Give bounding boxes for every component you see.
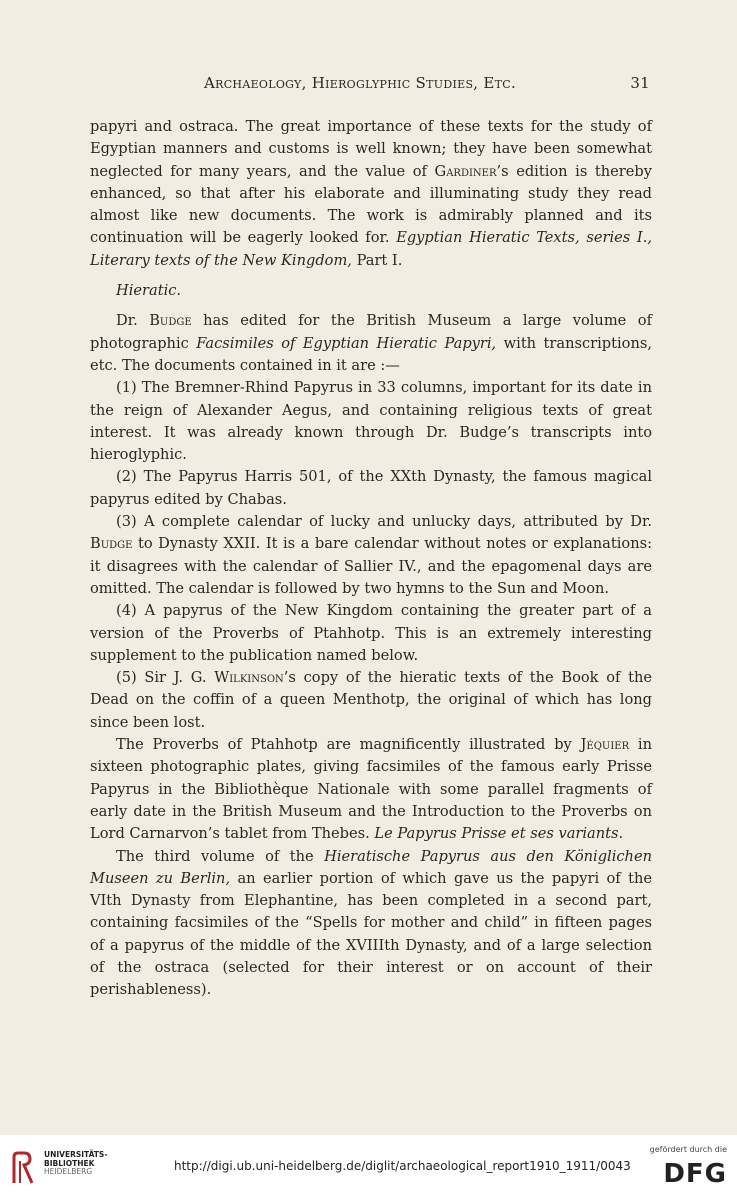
running-header [90,74,650,98]
list-item: (5) Sir J. G. Wilkinson’s copy of the hieratic texts of the Book of the Dead on the coffin of a queen Menthotp, the original of which has long since been lost. [90,669,652,731]
library-name: UNIVERSITÄTS- BIBLIOTHEK HEIDELBERG [44,1150,108,1176]
permalink-url[interactable]: http://digi.ub.uni-heidelberg.de/diglit/archaeological_report1910_1911/0043 [174,1159,631,1173]
body-text [90,116,652,1002]
paragraph: papyri and ostraca. The great importance of these texts for the study of Egyptian manners and customs is well known; they have been somewhat neglected for many years, and the value of Gardiner’s edition is thereby enhanced, so that after his elaborate and illuminating study they read almost like new documents. The work is admirably planned and its continuation will be eagerly looked for. Egyptian Hieratic Texts, series I., Literary texts of the New Kingdom, Part I. [90,118,652,269]
paragraph: Dr. Budge has edited for the British Museum a large volume of photographic Facsimiles of Egyptian Hieratic Papyri, with transcriptions, etc. The documents contained in it are :— [90,312,652,374]
book-title: Facsimiles of Egyptian Hieratic Papyri, [196,334,497,352]
author-name: Budge [90,535,133,553]
section-subheading: Hieratic. [116,282,182,300]
running-title: Archaeology, Hieroglyphic Studies, Etc. [204,74,517,92]
book-title: Hieratische Papyrus aus den Königlichen Museen zu Berlin, [90,847,652,887]
list-item: (3) A complete calendar of lucky and unlucky days, attributed by Dr. Budge to Dynasty XXII. It is a bare calendar without notes or explanations: it disagrees with the calendar of Sallier IV., and the epagomenal days are omitted. The calendar is followed by two hymns to the Sun and Moon. [90,513,652,597]
paragraph: The third volume of the Hieratische Papyrus aus den Königlichen Museen zu Berlin, an earlier portion of which gave us the papyri of the VIth Dynasty from Elephantine, has been completed in a second part, containing facsimiles of the “Spells for mother and child” in fifteen pages of a papyrus of the middle of the XVIIIth Dynasty, and of a large selection of the ostraca (selected for their interest or on account of their perishableness). [90,847,652,999]
dfg-logo: DFG [663,1159,727,1189]
funded-by-label: gefördert durch die [649,1145,727,1154]
author-name: Gardiner [434,162,497,180]
author-name: Wilkinson [214,669,284,687]
library-logo-icon [8,1149,42,1187]
list-item: (1) The Bremner-Rhind Papyrus in 33 columns, important for its date in the reign of Alexander Aegus, and containing religious texts of great interest. It was already known through Dr. Budge’s transcripts into hieroglyphic. [90,379,652,464]
list-item: (2) The Papyrus Harris 501, of the XXth Dynasty, the famous magical papyrus edited by Chabas. [90,468,652,508]
paragraph: The Proverbs of Ptahhotp are magnificently illustrated by Jéquier in sixteen photographic plates, giving facsimiles of the famous early Prisse Papyrus in the Bibliothèque Nationale with some parallel fragments of early date in the British Museum and the Introduction to the Proverbs on Lord Carnarvon’s tablet from Thebes. Le Papyrus Prisse et ses variants. [90,736,652,843]
digitization-footer [0,1135,737,1195]
book-title: Le Papyrus Prisse et ses variants. [374,825,624,843]
author-name: Jéquier [580,736,630,754]
author-name: Budge [149,312,192,330]
book-title: Egyptian Hieratic Texts, series I., Literary texts of the New Kingdom, [90,229,652,269]
page-number: 31 [630,74,650,92]
list-item: (4) A papyrus of the New Kingdom containing the greater part of a version of the Proverbs of Ptahhotp. This is an extremely interesting supplement to the publication named below. [90,602,652,664]
